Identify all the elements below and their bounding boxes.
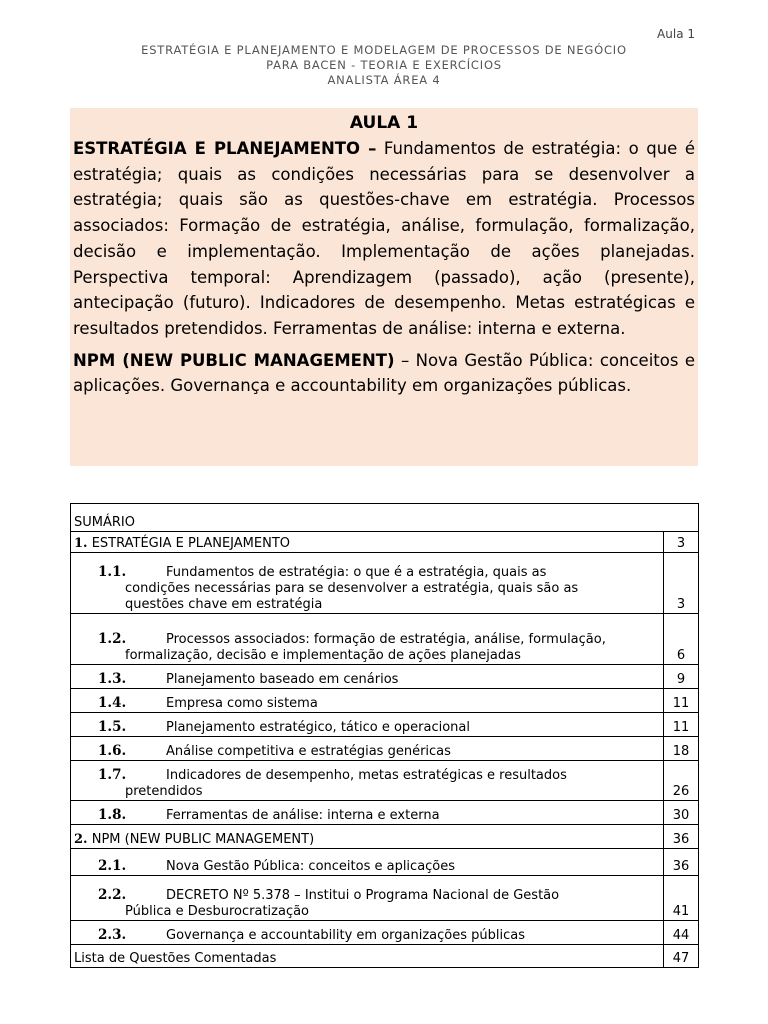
toc-page-number: 44 bbox=[664, 921, 699, 945]
toc-entry-line bbox=[98, 631, 660, 648]
toc-page-number: 11 bbox=[664, 713, 699, 737]
header-line-3: ANALISTA ÁREA 4 bbox=[327, 73, 441, 87]
toc-entry-number: 1.1. bbox=[98, 564, 127, 580]
toc-entry-text: Planejamento baseado em cenários bbox=[166, 672, 399, 687]
toc-page-number: 36 bbox=[664, 849, 699, 876]
toc-entry-text: Indicadores de desempenho, metas estratégicas e resultados bbox=[166, 768, 567, 783]
toc-entry-title[interactable] bbox=[71, 614, 664, 665]
toc-row[interactable] bbox=[71, 614, 699, 665]
topic-strategy-heading: ESTRATÉGIA E PLANEJAMENTO – bbox=[73, 139, 377, 158]
toc-page-number: 6 bbox=[664, 614, 699, 665]
table-of-contents bbox=[70, 503, 699, 968]
toc-entry-title[interactable] bbox=[71, 532, 664, 553]
toc-entry-text: Fundamentos de estratégia: o que é a estratégia, quais as bbox=[166, 565, 547, 580]
toc-page-number: 3 bbox=[664, 532, 699, 553]
toc-page-number: 26 bbox=[664, 761, 699, 801]
toc-entry-text: Governança e accountability em organizações públicas bbox=[166, 928, 526, 943]
toc-row[interactable] bbox=[71, 801, 699, 825]
topic-npm-heading: NPM (NEW PUBLIC MANAGEMENT) bbox=[73, 350, 395, 370]
toc-row[interactable] bbox=[71, 553, 699, 614]
toc-page-number: 11 bbox=[664, 689, 699, 713]
toc-row[interactable] bbox=[71, 876, 699, 921]
topic-strategy-paragraph bbox=[73, 136, 695, 342]
toc-entry-number: 2.1. bbox=[98, 858, 127, 874]
toc-entry-title[interactable] bbox=[71, 876, 664, 921]
toc-entry-line bbox=[98, 887, 660, 904]
toc-row[interactable] bbox=[71, 921, 699, 945]
header-line-1: ESTRATÉGIA E PLANEJAMENTO E MODELAGEM DE PROCESSOS DE NEGÓCIO bbox=[141, 43, 627, 57]
toc-page-number: 30 bbox=[664, 801, 699, 825]
toc-entry-title[interactable] bbox=[71, 553, 664, 614]
toc-entry-line bbox=[98, 564, 660, 581]
toc-entry-title[interactable] bbox=[71, 737, 664, 761]
toc-entry-line bbox=[98, 767, 660, 784]
toc-entry-number: 1.7. bbox=[98, 767, 127, 783]
toc-entry-text: DECRETO Nº 5.378 – Institui o Programa Nacional de Gestão bbox=[166, 888, 560, 903]
toc-entry-number: 1. bbox=[74, 536, 88, 551]
toc-page-number: 36 bbox=[664, 825, 699, 849]
toc-row[interactable] bbox=[71, 945, 699, 968]
toc-entry-title[interactable] bbox=[71, 825, 664, 849]
toc-entry-number: 2.3. bbox=[98, 927, 127, 943]
toc-page-number: 9 bbox=[664, 665, 699, 689]
toc-row[interactable] bbox=[71, 665, 699, 689]
toc-entry-number: 1.3. bbox=[98, 671, 127, 687]
toc-entry-title[interactable] bbox=[71, 665, 664, 689]
toc-entry-title[interactable] bbox=[71, 713, 664, 737]
toc-entry-number: 1.8. bbox=[98, 807, 127, 823]
toc-entry-text: Empresa como sistema bbox=[166, 696, 318, 711]
toc-entry-text: Processos associados: formação de estratégia, análise, formulação, bbox=[166, 632, 606, 647]
toc-row[interactable] bbox=[71, 761, 699, 801]
toc-entry-text: Ferramentas de análise: interna e externa bbox=[166, 808, 440, 823]
toc-entry-number: 1.5. bbox=[98, 719, 127, 735]
toc-page-number: 3 bbox=[664, 553, 699, 614]
toc-page-number: 41 bbox=[664, 876, 699, 921]
toc-entry-title[interactable] bbox=[71, 689, 664, 713]
toc-entry-number: 1.4. bbox=[98, 695, 127, 711]
toc-entry-title[interactable] bbox=[71, 801, 664, 825]
toc-row[interactable] bbox=[71, 849, 699, 876]
header-line-2: PARA BACEN - TEORIA E EXERCÍCIOS bbox=[266, 58, 502, 72]
toc-page-number: 18 bbox=[664, 737, 699, 761]
toc-row[interactable] bbox=[71, 532, 699, 553]
toc-heading: SUMÁRIO bbox=[71, 504, 699, 532]
lesson-title: AULA 1 bbox=[349, 113, 419, 133]
toc-heading-row bbox=[71, 504, 699, 532]
toc-entry-line: questões chave em estratégia bbox=[125, 597, 323, 612]
toc-entry-number: 2. bbox=[74, 832, 88, 847]
toc-entry-number: 1.2. bbox=[98, 631, 127, 647]
toc-row[interactable] bbox=[71, 713, 699, 737]
page-label: Aula 1 bbox=[657, 27, 695, 41]
topic-strategy-text: Fundamentos de estratégia: o que é estratégia; quais as condições necessárias para se desenvolver a estratégia; quais são as questões-chave em estratégia. Processos associados: Formação de estratégia, análise, formulação, formalização, decisão e implementação. Implementação de ações planejadas. Perspectiva temporal: Aprendizagem (passado), ação (presente), antecipação (futuro). Indicadores de desempenho. Metas estratégicas e resultados pretendidos. Ferramentas de análise: interna e externa. bbox=[73, 139, 695, 338]
toc-entry-title[interactable] bbox=[71, 921, 664, 945]
topic-npm-text: – Nova Gestão Pública: conceitos e aplicações. Governança e accountability em organizações públicas. bbox=[73, 350, 695, 396]
toc-entry-number: 1.6. bbox=[98, 743, 127, 759]
toc-entry-text: Planejamento estratégico, tático e operacional bbox=[166, 720, 471, 735]
toc-entry-title[interactable] bbox=[71, 761, 664, 801]
topic-npm-paragraph bbox=[73, 348, 695, 399]
toc-entry-title[interactable]: Lista de Questões Comentadas bbox=[71, 945, 664, 968]
lesson-summary-box bbox=[70, 108, 698, 466]
toc-entry-line: pretendidos bbox=[125, 784, 203, 799]
toc-entry-title[interactable] bbox=[71, 849, 664, 876]
toc-row[interactable] bbox=[71, 825, 699, 849]
document-header bbox=[0, 43, 768, 88]
toc-page-number: 47 bbox=[664, 945, 699, 968]
toc-entry-line: formalização, decisão e implementação de ações planejadas bbox=[125, 648, 521, 663]
toc-entry-text: NPM (NEW PUBLIC MANAGEMENT) bbox=[91, 832, 315, 847]
toc-entry-text: Nova Gestão Pública: conceitos e aplicações bbox=[166, 859, 456, 874]
toc-entry-line: Pública e Desburocratização bbox=[125, 904, 310, 919]
toc-row[interactable] bbox=[71, 689, 699, 713]
toc-entry-number: 2.2. bbox=[98, 887, 127, 903]
toc-entry-line: condições necessárias para se desenvolver a estratégia, quais são as bbox=[125, 581, 579, 596]
toc-entry-text: ESTRATÉGIA E PLANEJAMENTO bbox=[91, 536, 290, 551]
toc-entry-text: Análise competitiva e estratégias genéricas bbox=[166, 744, 451, 759]
toc-row[interactable] bbox=[71, 737, 699, 761]
